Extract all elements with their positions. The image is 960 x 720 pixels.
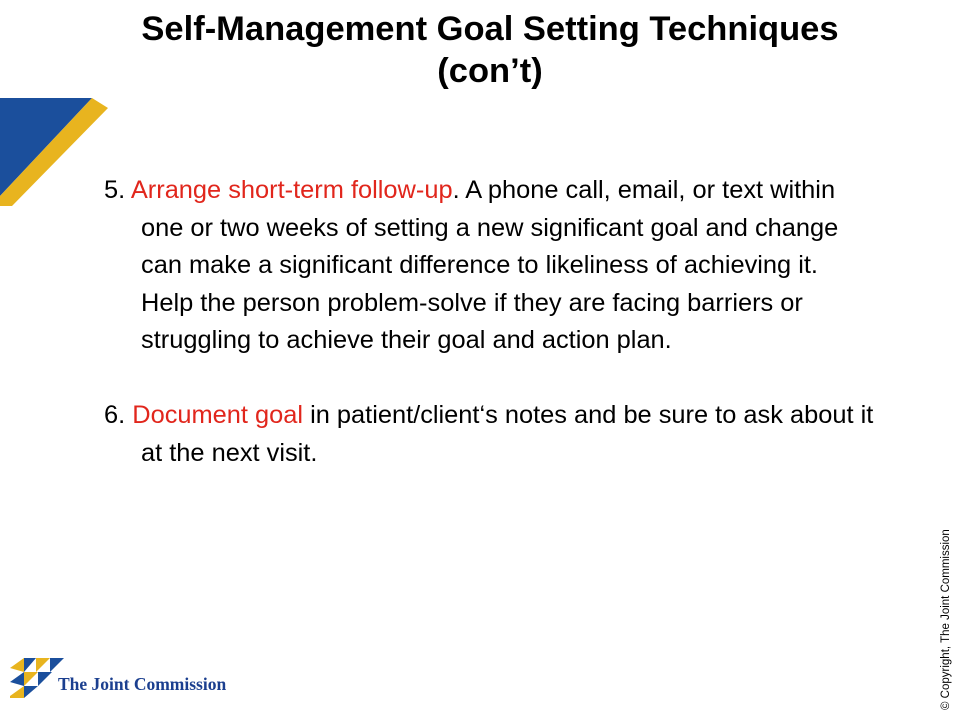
item-number: 5.	[104, 176, 126, 204]
list-item-6	[104, 397, 874, 472]
item-highlight: Document goal	[132, 401, 304, 429]
item-text: . A phone call, email, or text within one or two weeks of setting a new significant goal and change can make a significant difference to likeliness of achieving it. Help the person problem-solve if they are facing barriers or struggling to achieve their goal and action plan.	[141, 176, 839, 354]
title-line-2: (con’t)	[437, 52, 543, 90]
joint-commission-logo	[10, 658, 240, 698]
copyright-container	[938, 470, 956, 710]
slide-title	[40, 8, 940, 92]
list-item-5	[104, 172, 874, 360]
item-number: 6.	[104, 401, 126, 429]
logo-text: The Joint Commission	[58, 674, 227, 694]
slide-body	[104, 172, 874, 472]
corner-decoration-icon	[0, 98, 110, 208]
item-text: in patient/client‘s notes and be sure to ask about it at the next visit.	[141, 401, 874, 467]
title-line-1: Self-Management Goal Setting Techniques	[141, 10, 839, 48]
item-highlight: Arrange short-term follow-up	[130, 176, 453, 204]
copyright-notice: © Copyright, The Joint Commission	[940, 529, 952, 710]
